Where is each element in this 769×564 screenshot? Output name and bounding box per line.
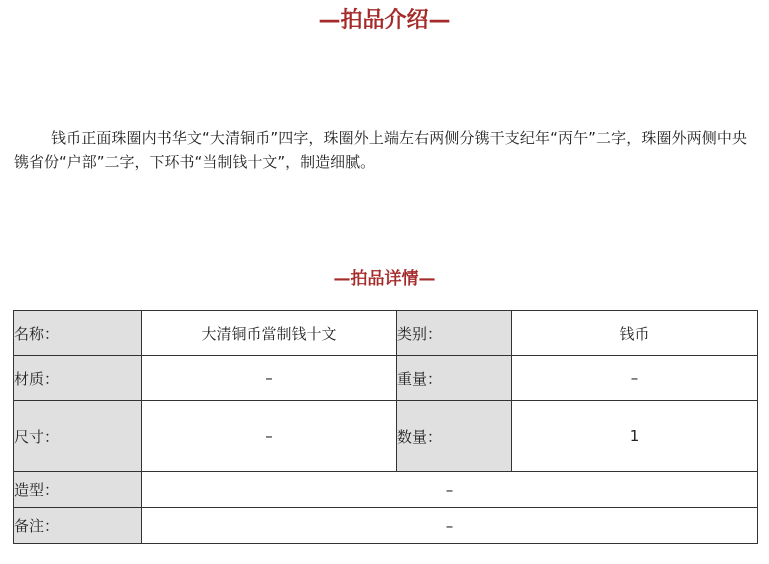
remarks-value: – [142, 508, 758, 544]
intro-section-title: —拍品介绍— [318, 8, 451, 33]
table-row [14, 508, 758, 544]
weight-label: 重量： [397, 356, 512, 401]
material-label: 材质： [14, 356, 142, 401]
quantity-value: 1 [512, 401, 758, 472]
shape-value: – [142, 472, 758, 508]
size-value: – [142, 401, 397, 472]
table-row [14, 472, 758, 508]
details-section-title: —拍品详情— [333, 269, 436, 289]
table-row [14, 356, 758, 401]
size-label: 尺寸： [14, 401, 142, 472]
weight-value: – [512, 356, 758, 401]
name-value: 大清铜币當制钱十文 [142, 311, 397, 356]
lot-details-table [13, 310, 758, 544]
material-value: – [142, 356, 397, 401]
table-row [14, 311, 758, 356]
shape-label: 造型： [14, 472, 142, 508]
name-label: 名称： [14, 311, 142, 356]
remarks-label: 备注： [14, 508, 142, 544]
category-value: 钱币 [512, 311, 758, 356]
table-row [14, 401, 758, 472]
lot-description: 钱币正面珠圈内书华文“大清铜币”四字，珠圈外上端左右两侧分镌干支纪年“丙午”二字，珠圈外两侧中央镌省份“户部”二字，下环书“当制钱十文”，制造细腻。 [14, 129, 747, 171]
category-label: 类别： [397, 311, 512, 356]
quantity-label: 数量： [397, 401, 512, 472]
